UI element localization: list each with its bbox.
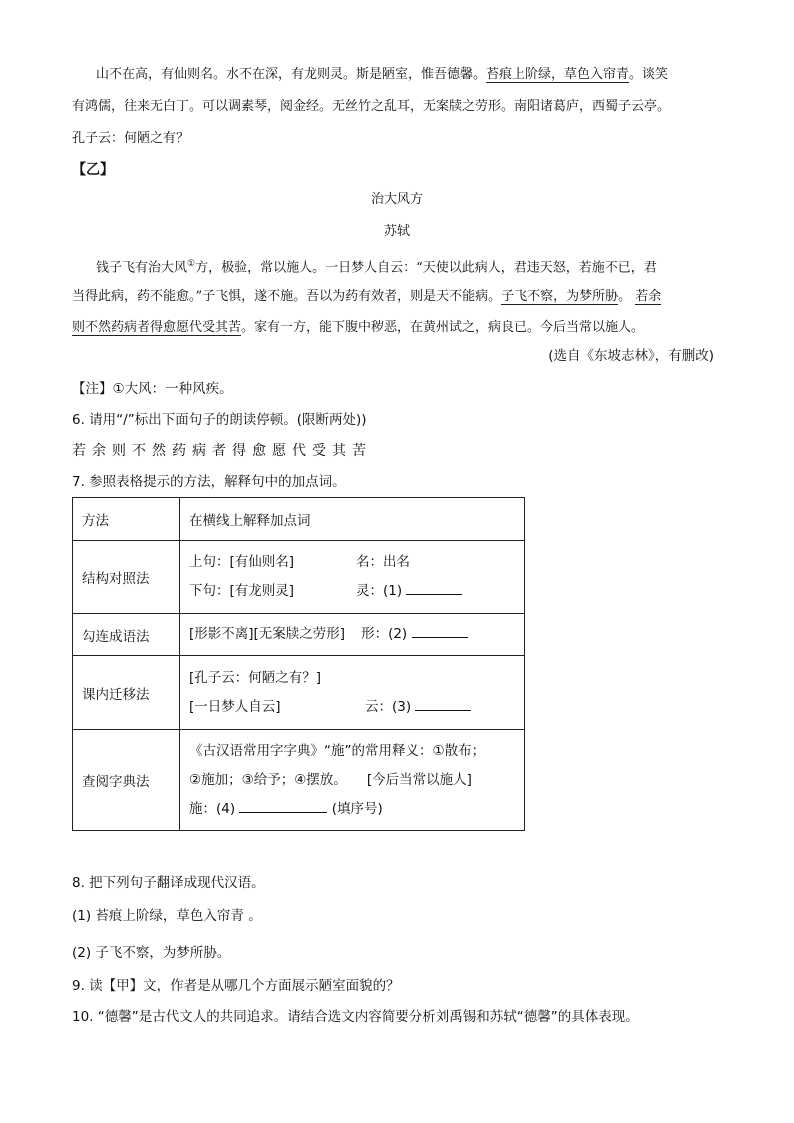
cell-text: ②施加；③给予；④摆放。: [189, 771, 347, 788]
annotation-note: 【注】①大风：一种风疾。: [72, 381, 233, 397]
question-6-sentence: 若余则不然药病者得愈愿代受其苦: [72, 443, 372, 459]
yi-text: 钱子飞有治大风: [96, 260, 188, 276]
cell-text: [形影不离][无案牍之劳形]: [189, 626, 346, 642]
answer-blank-4[interactable]: [239, 798, 327, 813]
yi-text: 。家有一方，能下腹中秽恶，在黄州试之，病良已。今后当常以施人。: [241, 320, 645, 335]
cell-text: 灵：(1): [356, 583, 403, 599]
explanation-cell: [180, 614, 525, 656]
explanation-cell: [180, 656, 525, 730]
question-10: 10. “德馨”是古代文人的共同追求。请结合选文内容简要分析刘禹锡和苏轼“德馨”的具体表现。: [72, 1009, 639, 1025]
cell-text: [一日梦人自云]: [189, 698, 281, 715]
answer-blank-2[interactable]: [412, 623, 468, 638]
cell-text: 施：(4): [189, 800, 236, 817]
table-header-row: [73, 498, 525, 541]
answer-blank-3[interactable]: [415, 696, 471, 711]
yi-underlined-phrase: 子飞不察，为梦所胁: [501, 289, 619, 304]
table-row: [73, 730, 525, 831]
yi-line-3: [72, 318, 644, 338]
cell-text: 名：出名: [356, 554, 410, 570]
method-cell: 勾连成语法: [73, 614, 180, 656]
yi-title: 治大风方: [370, 192, 423, 207]
cell-text: 形：(2): [361, 626, 408, 642]
jia-line-3: 孔子云：何陋之有？: [72, 131, 190, 146]
cell-text: 上句：[有仙则名]: [189, 554, 295, 570]
jia-line-1: [96, 65, 668, 85]
yi-underlined-phrase: 则不然药病者得愈愿代受其苦: [72, 320, 242, 335]
yi-line-2: [72, 287, 661, 307]
footnote-marker: ①: [187, 259, 196, 269]
jia-line-2: 有鸿儒，往来无白丁。可以调素琴，阅金经。无丝竹之乱耳，无案牍之劳形。南阳诸葛庐，西蜀子云亭。: [72, 99, 671, 114]
yi-text: 方，极验，常以施人。一日梦人自云：“天使以此病人，君违天怒，若施不已，君: [195, 260, 657, 276]
answer-blank-1[interactable]: [406, 580, 462, 595]
question-8: 8. 把下列句子翻译成现代汉语。: [72, 875, 265, 891]
cell-text: (填序号): [331, 800, 383, 817]
method-table: [72, 497, 525, 831]
cell-text: 云：(3): [365, 698, 412, 715]
jia-underlined-phrase: 苔痕上阶绿，草色入帘青: [486, 67, 630, 82]
yi-label: 【乙】: [72, 162, 114, 178]
yi-line-1: [96, 254, 657, 278]
cell-text: 下句：[有龙则灵]: [189, 583, 295, 599]
method-cell: 课内迁移法: [73, 656, 180, 730]
question-8-item-2: (2) 子飞不察，为梦所胁。: [72, 945, 231, 961]
yi-text: 当得此病，药不能愈。”子飞惧，遂不施。吾以为药有效者，则是天不能病。: [72, 289, 502, 304]
yi-underlined-phrase: 若余: [635, 289, 662, 304]
question-6: 6. 请用“/”标出下面句子的朗读停顿。(限断两处)): [72, 412, 367, 428]
question-9: 9. 读【甲】文，作者是从哪几个方面展示陋室面貌的？: [72, 978, 400, 994]
jia-text: 山不在高，有仙则名。水不在深，有龙则灵。斯是陋室，惟吾德馨。: [96, 67, 487, 82]
explanation-cell: [180, 730, 525, 831]
cell-text: [孔子云：何陋之有？]: [189, 669, 322, 686]
jia-text: 。谈笑: [629, 67, 669, 82]
table-row: [73, 656, 525, 730]
table-row: [73, 541, 525, 614]
yi-text: 。: [618, 289, 632, 304]
cell-text: 《古汉语常用字字典》“施”的常用释义：①散布；: [189, 742, 486, 759]
question-8-item-1: (1) 苔痕上阶绿，草色入帘青 。: [72, 908, 262, 924]
question-7: 7. 参照表格提示的方法，解释句中的加点词。: [72, 474, 346, 490]
method-cell: 查阅字典法: [73, 730, 180, 831]
cell-text: [今后当常以施人]: [366, 771, 472, 788]
table-header-explanation: 在横线上解释加点词: [180, 498, 525, 541]
method-cell: 结构对照法: [73, 541, 180, 614]
yi-author: 苏轼: [383, 224, 410, 239]
table-header-method: 方法: [73, 498, 180, 541]
explanation-cell: [180, 541, 525, 614]
source-citation: (选自《东坡志林》，有删改): [548, 348, 714, 364]
table-row: [73, 614, 525, 656]
